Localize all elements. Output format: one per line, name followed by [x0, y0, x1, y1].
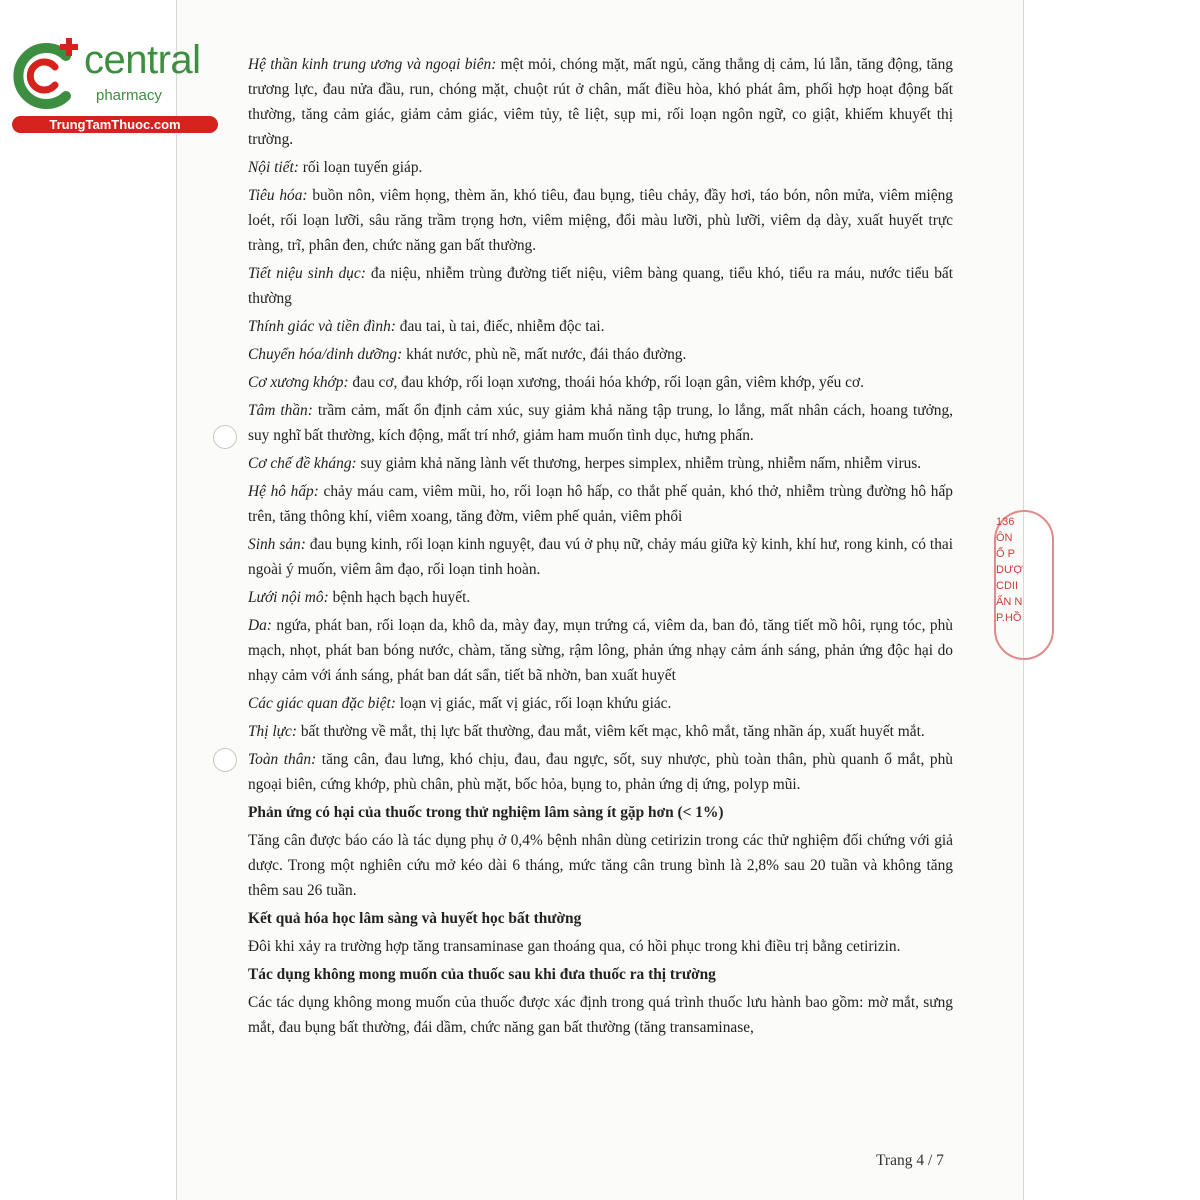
section-heading-lab-results: Kết quả hóa học lâm sàng và huyết học bất thường: [248, 910, 582, 927]
central-pharmacy-logo: [8, 36, 218, 136]
stamp-text-line: 136: [996, 516, 1015, 528]
system-organ-label: Tâm thần:: [248, 402, 313, 419]
side-effect-text: suy giảm khả năng lành vết thương, herpes simplex, nhiễm trùng, nhiễm nấm, nhiễm virus.: [356, 455, 922, 472]
side-effect-text: khát nước, phù nề, mất nước, đái tháo đường.: [402, 346, 687, 363]
side-effect-text: đau bụng kinh, rối loạn kinh nguyệt, đau vú ở phụ nữ, chảy máu giữa kỳ kinh, khí hư, rong kinh, có thai ngoài ý muốn, viêm âm đạo, rối loạn tinh hoàn.: [248, 536, 953, 578]
side-effect-paragraph: [248, 585, 953, 610]
logo-website-ribbon: TrungTamThuoc.com: [12, 116, 218, 133]
side-effect-paragraph: [248, 183, 953, 258]
stamp-text-line: ẨN N: [996, 596, 1023, 608]
punch-hole-bottom: [213, 748, 237, 772]
pharmacy-cross-icon: [8, 36, 88, 116]
side-effect-text: đa niệu, nhiễm trùng đường tiết niệu, viêm bàng quang, tiểu khó, tiểu ra máu, nước tiểu bất thường: [248, 265, 954, 307]
system-organ-label: Cơ xương khớp:: [248, 374, 349, 391]
system-organ-label: Chuyển hóa/dinh dưỡng:: [248, 346, 403, 363]
system-organ-label: Hệ thần kinh trung ương và ngoại biên:: [248, 56, 497, 73]
side-effect-text: loạn vị giác, mất vị giác, rối loạn khứu giác.: [395, 695, 672, 712]
page-number: Trang 4 / 7: [876, 1152, 944, 1169]
document-body: [248, 52, 953, 1043]
side-effect-paragraph: [248, 451, 953, 476]
side-effect-text: đau tai, ù tai, điếc, nhiễm độc tai.: [395, 318, 605, 335]
side-effect-paragraph: [248, 52, 953, 152]
section-heading-postmarketing: Tác dụng không mong muốn của thuốc sau khi đưa thuốc ra thị trường: [248, 966, 716, 983]
system-organ-label: Da:: [248, 617, 272, 634]
stamp-text-line: P.HỒ: [996, 612, 1022, 624]
side-effect-paragraph: [248, 479, 953, 529]
logo-sub-text: pharmacy: [96, 87, 162, 104]
section-text-postmarketing: Các tác dụng không mong muốn của thuốc được xác định trong quá trình thuốc lưu hành bao gồm: mờ mắt, sưng mắt, đau bụng bất thường, đái dầm, chức năng gan bất thường (tăng transaminase,: [248, 994, 953, 1036]
side-effect-text: bất thường về mắt, thị lực bất thường, đau mắt, viêm kết mạc, khô mắt, tăng nhãn áp, xuất huyết mắt.: [297, 723, 925, 740]
system-organ-label: Lưới nội mô:: [248, 589, 329, 606]
side-effect-text: tăng cân, đau lưng, khó chịu, đau, đau ngực, sốt, suy nhược, phù toàn thân, phù quanh ổ mắt, phù ngoại biên, cứng khớp, phù chân, phù mặt, bốc hỏa, bụng to, phản ứng dị ứng, polyp mũi.: [248, 751, 953, 793]
system-organ-label: Nội tiết:: [248, 159, 299, 176]
system-organ-label: Tiêu hóa:: [248, 187, 308, 204]
side-effect-text: ngứa, phát ban, rối loạn da, khô da, mày đay, mụn trứng cá, viêm da, ban đỏ, tăng tiết mồ hôi, rụng tóc, phù mạch, nhọt, phát ban bóng nước, chàm, tăng sừng, rậm lông, phản ứng nhạy cảm ánh sáng, phản ứng độc hại do nhạy cảm với ánh sáng, phát ban dát sẩn, tiết bã nhờn, ban xuất huyết: [248, 617, 953, 684]
system-organ-label: Các giác quan đặc biệt:: [248, 695, 396, 712]
side-effect-paragraph: [248, 342, 953, 367]
system-organ-label: Tiết niệu sinh dục:: [248, 265, 366, 282]
stamp-text-line: CDII: [996, 580, 1018, 592]
system-organ-label: Sinh sản:: [248, 536, 306, 553]
side-effect-paragraph: [248, 314, 953, 339]
red-stamp-fragment: [994, 510, 1023, 660]
side-effect-paragraph: [248, 613, 953, 688]
side-effect-text: bệnh hạch bạch huyết.: [328, 589, 471, 606]
logo-brand-text: central: [84, 38, 201, 82]
side-effect-paragraph: [248, 370, 953, 395]
side-effect-text: buồn nôn, viêm họng, thèm ăn, khó tiêu, đau bụng, tiêu chảy, đầy hơi, táo bón, nôn mửa, viêm miệng loét, rối loạn lưỡi, sâu răng trầm trọng hơn, viêm miệng, đổi màu lưỡi, phù lưỡi, viêm dạ dày, xuất huyết trực tràng, trĩ, phân đen, chức năng gan bất thường.: [248, 187, 953, 254]
side-effect-text: đau cơ, đau khớp, rối loạn xương, thoái hóa khớp, rối loạn gân, viêm khớp, yếu cơ.: [348, 374, 864, 391]
side-effect-paragraph: [248, 747, 953, 797]
system-organ-label: Cơ chế đề kháng:: [248, 455, 357, 472]
side-effect-text: trầm cảm, mất ổn định cảm xúc, suy giảm khả năng tập trung, lo lắng, mất nhân cách, hoang tưởng, suy nghĩ bất thường, kích động, mất trí nhớ, giảm ham muốn tình dục, hưng phấn.: [248, 402, 953, 444]
stamp-text-line: ÔN: [996, 532, 1013, 544]
side-effect-paragraph: [248, 155, 953, 180]
section-text-clinical-trials: Tăng cân được báo cáo là tác dụng phụ ở 0,4% bệnh nhân dùng cetirizin trong các thử nghiệm đối chứng với giả dược. Trong một nghiên cứu mở kéo dài 6 tháng, mức tăng cân trung bình là 2,8% sau 20 tuần và không tăng thêm sau 26 tuần.: [248, 832, 953, 899]
punch-hole-top: [213, 425, 237, 449]
system-organ-label: Thị lực:: [248, 723, 298, 740]
system-organ-label: Toàn thân:: [248, 751, 317, 768]
side-effect-paragraph: [248, 691, 953, 716]
side-effect-paragraph: [248, 261, 953, 311]
side-effect-paragraph: [248, 532, 953, 582]
stamp-text-line: Ố P: [996, 548, 1015, 560]
side-effect-text: chảy máu cam, viêm mũi, ho, rối loạn hô hấp, co thắt phế quản, khó thở, nhiễm trùng đường hô hấp trên, tăng thông khí, viêm xoang, tăng đờm, viêm phế quản, viêm phổi: [248, 483, 953, 525]
side-effect-text: mệt mỏi, chóng mặt, mất ngủ, căng thẳng dị cảm, lú lẫn, tăng động, tăng trương lực, đau nửa đầu, run, chóng mặt, chuột rút ở chân, mất điều hòa, khó phát âm, phối hợp hoạt động bất thường, tăng cảm giác, giảm cảm giác, viêm tủy, tê liệt, sụp mi, rối loạn ngôn ngữ, co giật, khiếm khuyết thị trường.: [248, 56, 953, 148]
section-text-lab-results: Đôi khi xảy ra trường hợp tăng transaminase gan thoáng qua, có hồi phục trong khi điều trị bằng cetirizin.: [248, 938, 901, 955]
side-effect-list: [248, 52, 953, 797]
side-effect-paragraph: [248, 719, 953, 744]
system-organ-label: Thính giác và tiền đình:: [248, 318, 396, 335]
stamp-text-line: DƯỢ: [996, 564, 1023, 576]
stamp-lines: [996, 514, 1023, 626]
section-heading-clinical-trials: Phản ứng có hại của thuốc trong thử nghiệm lâm sàng ít gặp hơn (< 1%): [248, 804, 724, 821]
side-effect-paragraph: [248, 398, 953, 448]
system-organ-label: Hệ hô hấp:: [248, 483, 319, 500]
side-effect-text: rối loạn tuyến giáp.: [298, 159, 423, 176]
